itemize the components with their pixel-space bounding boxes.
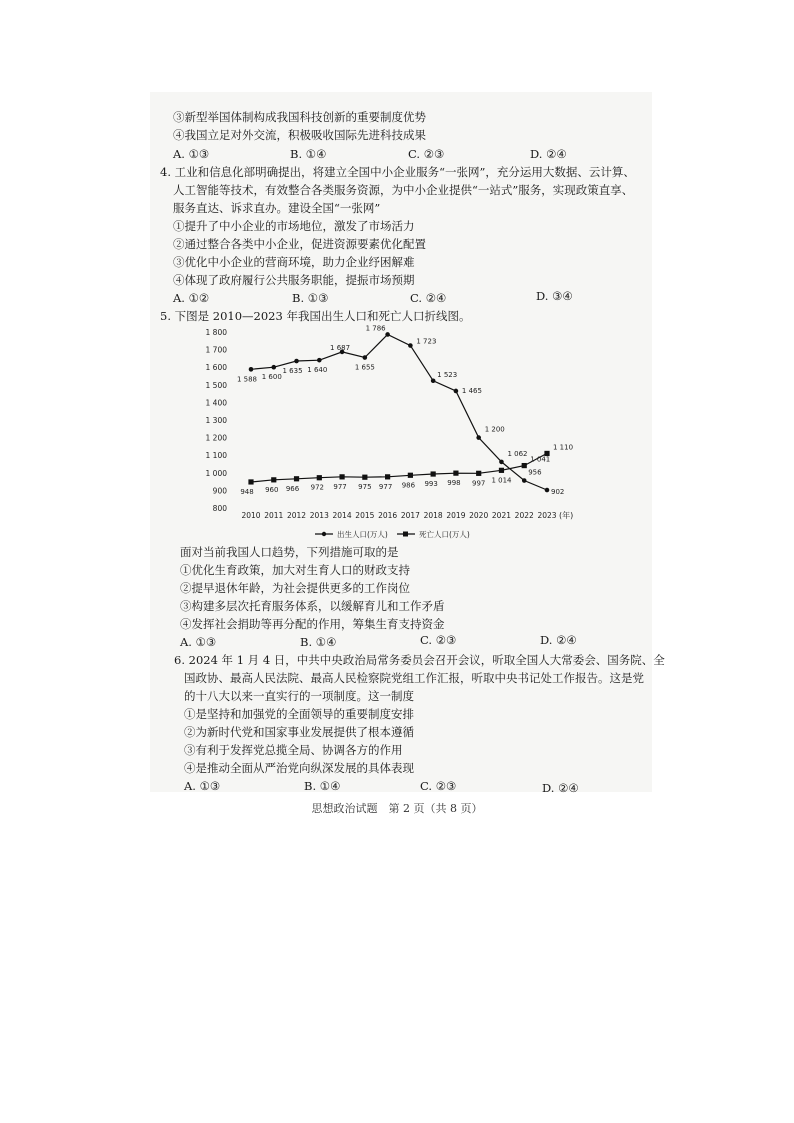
x-axis-tick-labels (241, 511, 556, 520)
q4-statement-1: ①提升了中小企业的市场地位，激发了市场活力 (173, 219, 415, 233)
q6-stem-line-2: 国政协、最高人民法院、最高人民检察院党组工作汇报，听取中央书记处工作报告。这是党 (184, 671, 644, 685)
death-data-label: 977 (333, 482, 347, 491)
legend-label-birth: 出生人口(万人) (337, 530, 388, 539)
x-tick-label: 2011 (264, 511, 284, 520)
q3-option-a: A. ①③ (173, 147, 210, 161)
birth-data-label: 1 786 (365, 324, 386, 333)
q5-statement-4: ④发挥社会捐助等再分配的作用，筹集生育支持资金 (180, 617, 445, 631)
y-tick-label: 1 800 (205, 328, 227, 337)
y-tick-label: 1 000 (205, 468, 227, 478)
legend-marker-birth (322, 532, 326, 536)
q4-option-b: B. ①③ (292, 291, 329, 305)
birth-point (294, 359, 299, 364)
q4-stem-line-3: 服务直达、诉求直办。建设全国“一张网” (173, 201, 381, 215)
birth-data-label: 1 723 (416, 337, 437, 346)
y-tick-label: 800 (212, 504, 227, 513)
birth-data-label: 1 635 (282, 367, 303, 376)
y-tick-label: 1 700 (205, 345, 227, 355)
x-tick-label: 2010 (241, 511, 261, 520)
population-line-chart (165, 322, 605, 542)
q3-statement-3: ③新型举国体制构成我国科技创新的重要制度优势 (173, 110, 426, 124)
death-point (385, 474, 390, 479)
q6-option-d: D. ②④ (542, 781, 579, 795)
q4-option-a: A. ①② (173, 291, 210, 305)
q5-statement-1: ①优化生育政策，加大对生育人口的财政支持 (180, 563, 410, 577)
q6-statement-2: ②为新时代党和国家事业发展提供了根本遵循 (184, 725, 414, 739)
y-tick-label: 1 400 (205, 398, 227, 408)
birth-point (385, 332, 390, 337)
birth-data-label: 1 062 (507, 449, 528, 458)
death-data-label: 1 014 (491, 476, 512, 485)
death-data-label: 975 (358, 483, 372, 492)
x-tick-label: 2019 (446, 511, 466, 520)
birth-point (499, 460, 504, 465)
death-data-label: 1 110 (553, 443, 574, 452)
birth-data-label: 1 588 (236, 375, 258, 384)
q3-option-d: D. ②④ (530, 147, 567, 161)
death-data-label: 960 (265, 485, 279, 494)
birth-data-label: 902 (551, 488, 565, 497)
q6-statement-1: ①是坚持和加强党的全面领导的重要制度安排 (184, 707, 414, 721)
y-tick-label: 1 200 (205, 433, 227, 443)
q5-option-a: A. ①③ (180, 635, 217, 649)
death-point (294, 476, 299, 481)
birth-point (431, 378, 436, 383)
x-tick-label: 2014 (332, 511, 352, 520)
q3-statement-4: ④我国立足对外交流，积极吸收国际先进科技成果 (173, 128, 426, 142)
q5-stem: 5. 下图是 2010—2023 年我国出生人口和死亡人口折线图。 (160, 309, 471, 323)
death-data-label: 972 (310, 483, 324, 492)
q6-option-b: B. ①④ (304, 779, 341, 793)
x-tick-label: 2021 (491, 511, 512, 520)
q4-statement-3: ③优化中小企业的营商环境，助力企业纾困解难 (173, 255, 415, 269)
x-tick-label: 2012 (286, 511, 307, 520)
death-data-label: 948 (240, 487, 254, 496)
birth-point (271, 365, 276, 370)
y-tick-label: 1 600 (205, 363, 227, 373)
page-footer: 思想政治试题 第 2 页（共 8 页） (311, 802, 483, 815)
q5-question: 面对当前我国人口趋势，下列措施可取的是 (180, 545, 399, 559)
x-axis-unit-label: (年) (559, 511, 574, 520)
death-data-label: 977 (378, 482, 393, 491)
birth-point (408, 343, 413, 348)
birth-point (454, 389, 459, 394)
birth-data-label: 1 600 (261, 373, 282, 382)
birth-data-label: 1 655 (354, 363, 375, 372)
birth-point (317, 358, 322, 363)
q4-statement-4: ④体现了政府履行公共服务职能，提振市场预期 (173, 273, 415, 287)
death-data-label: 998 (447, 479, 461, 488)
birth-data-label: 956 (528, 468, 542, 477)
q3-option-b: B. ①④ (290, 147, 327, 161)
y-tick-label: 1 300 (205, 416, 227, 425)
series-line-0 (251, 335, 547, 491)
legend-label-death: 死亡人口(万人) (419, 530, 470, 539)
death-data-label: 993 (424, 480, 438, 489)
death-point (408, 473, 413, 478)
death-point (317, 475, 322, 480)
q4-option-d: D. ③④ (536, 289, 573, 303)
death-point (339, 474, 344, 479)
death-point (248, 479, 253, 484)
q5-option-c: C. ②③ (420, 633, 457, 647)
q6-option-c: C. ②③ (420, 779, 457, 793)
q6-stem-line-1: 6. 2024 年 1 月 4 日，中共中央政治局常务委员会召开会议，听取全国人大常委会、国务院、全 (174, 653, 665, 667)
death-data-label: 966 (285, 484, 300, 493)
x-tick-label: 2018 (423, 511, 443, 520)
birth-data-label: 1 465 (461, 386, 482, 395)
birth-data-label: 1 523 (437, 370, 458, 379)
birth-point (363, 355, 368, 360)
data-labels (237, 324, 573, 496)
death-point (522, 463, 527, 468)
x-tick-label: 2023 (537, 511, 557, 520)
y-tick-label: 1 100 (205, 451, 227, 461)
y-tick-label: 1 500 (205, 380, 227, 390)
y-tick-label: 900 (212, 486, 227, 496)
q4-stem-line-1: 4. 工业和信息化部明确提出，将建立全国中小企业服务“一张网”，充分运用大数据、云计算、 (160, 165, 635, 179)
birth-data-label: 1 200 (484, 425, 505, 434)
q3-option-c: C. ②③ (408, 147, 445, 161)
q5-option-b: B. ①④ (300, 635, 337, 649)
q5-option-d: D. ②④ (540, 633, 577, 647)
x-tick-label: 2015 (355, 511, 375, 520)
q6-statement-3: ③有利于发挥党总揽全局、协调各方的作用 (184, 743, 403, 757)
q6-statement-4: ④是推动全面从严治党向纵深发展的具体表现 (184, 761, 414, 775)
x-tick-label: 2016 (378, 511, 398, 520)
death-point (476, 471, 481, 476)
x-tick-label: 2017 (400, 511, 420, 520)
birth-point (249, 367, 254, 372)
q6-option-a: A. ①③ (184, 779, 221, 793)
legend-marker-death (403, 532, 408, 537)
chart-legend (315, 529, 470, 539)
death-point (271, 477, 276, 482)
q4-option-c: C. ②④ (410, 291, 447, 305)
y-axis-tick-labels (206, 328, 228, 513)
birth-point (522, 478, 527, 483)
q4-statement-2: ②通过整合各类中小企业，促进资源要素优化配置 (173, 237, 426, 251)
death-data-label: 997 (472, 479, 486, 488)
death-data-label: 986 (401, 481, 416, 490)
q5-statement-2: ②提早退休年龄，为社会提供更多的工作岗位 (180, 581, 410, 595)
series-lines (251, 335, 547, 491)
death-point (362, 475, 367, 480)
birth-data-label: 1 687 (330, 343, 351, 352)
death-point (453, 471, 458, 476)
x-tick-label: 2013 (309, 511, 329, 520)
q4-stem-line-2: 人工智能等技术，有效整合各类服务资源，为中小企业提供“一站式”服务，实现政策直享、 (173, 183, 634, 197)
death-point (431, 471, 436, 476)
death-data-label: 1 041 (530, 455, 551, 464)
death-point (499, 468, 504, 473)
x-tick-label: 2020 (469, 511, 489, 520)
series-markers (248, 332, 549, 492)
q5-statement-3: ③构建多层次托育服务体系，以缓解育儿和工作矛盾 (180, 599, 445, 613)
birth-point (476, 435, 481, 440)
birth-data-label: 1 640 (307, 366, 328, 375)
q6-stem-line-3: 的十八大以来一直实行的一项制度。这一制度 (184, 689, 414, 703)
birth-point (545, 488, 550, 493)
x-tick-label: 2022 (514, 511, 534, 520)
